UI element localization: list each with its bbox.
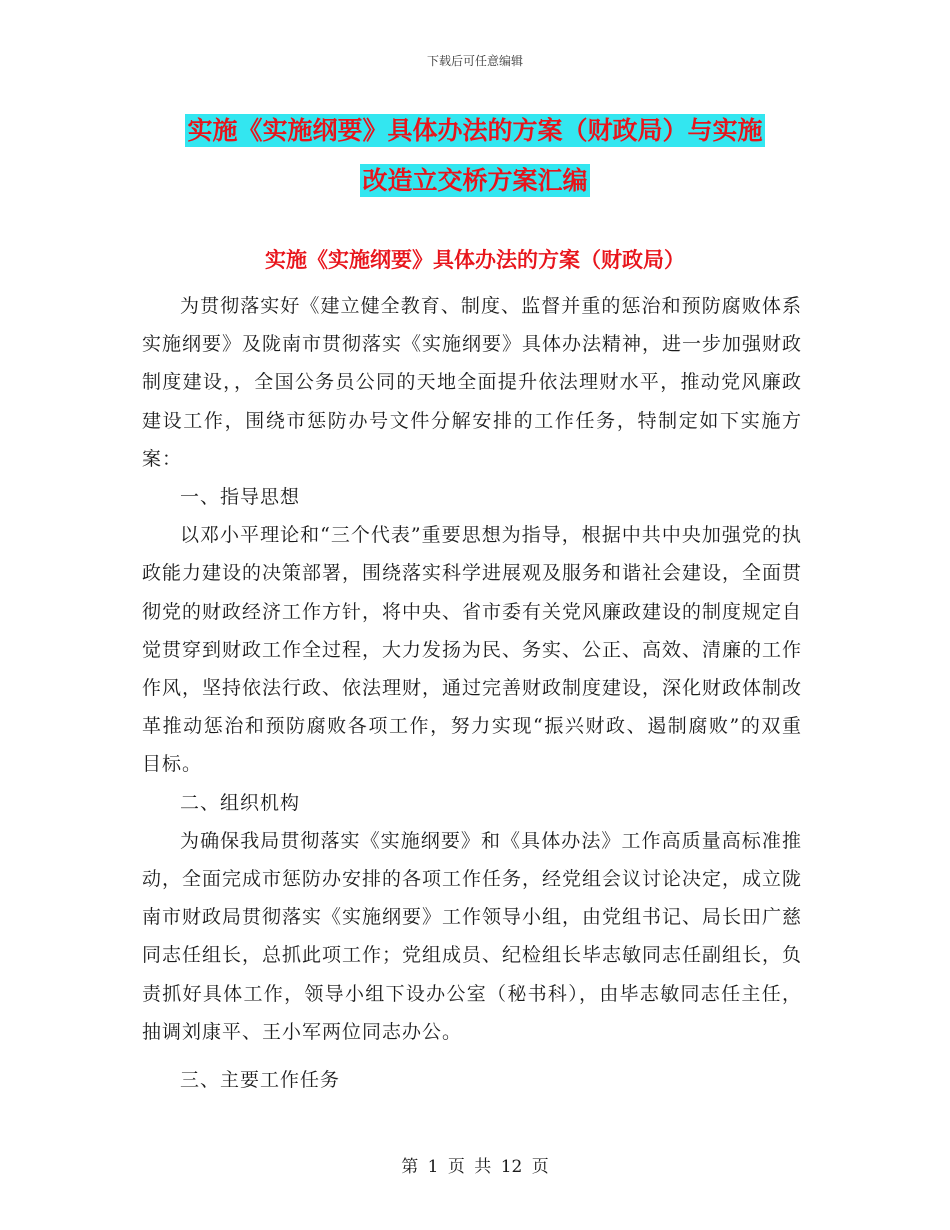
page-number-footer: 第 1 页 共 12 页	[401, 1157, 549, 1177]
heading-organization: 二、组织机构	[180, 791, 301, 814]
heading-main-tasks: 三、主要工作任务	[180, 1069, 341, 1092]
page-header: 下载后可任意编辑	[426, 54, 523, 68]
document-title-line-2: 改造立交桥方案汇编	[362, 166, 588, 195]
paragraph-guiding-ideology: 以邓小平理论和“三个代表”重要思想为指导，根据中共中央加强党的执政能力建设的决策部署，围绕落实科学进展观及服务和谐社会建设，全面贯彻党的财政经济工作方针，将中央、省市委有关党风廉政建设的制度规定自觉贯穿到财政工作全过程，大力发扬为民、务实、公正、高效、清廉的工作作风，坚持依法行政、依法理财，通过完善财政制度建设，深化财政体制改革推动惩治和预防腐败各项工作，努力实现“振兴财政、遏制腐败”的双重目标。	[142, 524, 803, 776]
paragraph-organization: 为确保我局贯彻落实《实施纲要》和《具体办法》工作高质量高标准推动，全面完成市惩防办安排的各项工作任务，经党组会议讨论决定，成立陇南市财政局贯彻落实《实施纲要》工作领导小组，由党组书记、局长田广慈同志任组长，总抓此项工作；党组成员、纪检组长毕志敏同志任副组长，负责抓好具体工作，领导小组下设办公室（秘书科），由毕志敏同志任主任，抽调刘康平、王小军两位同志办公。	[142, 829, 803, 1043]
document-body	[142, 287, 802, 1099]
document-title-line-1: 实施《实施纲要》具体办法的方案（财政局）与实施	[187, 116, 763, 145]
section-title: 实施《实施纲要》具体办法的方案（财政局）	[265, 247, 685, 272]
heading-guiding-ideology: 一、指导思想	[180, 486, 301, 509]
paragraph-intro: 为贯彻落实好《建立健全教育、制度、监督并重的惩治和预防腐败体系实施纲要》及陇南市贯彻落实《实施纲要》具体办法精神，进一步加强财政制度建设，，全国公务员公同的天地全面提升依法理财水平，推动党风廉政建设工作，围绕市惩防办号文件分解安排的工作任务，特制定如下实施方案：	[142, 295, 803, 470]
document-title	[120, 106, 830, 206]
